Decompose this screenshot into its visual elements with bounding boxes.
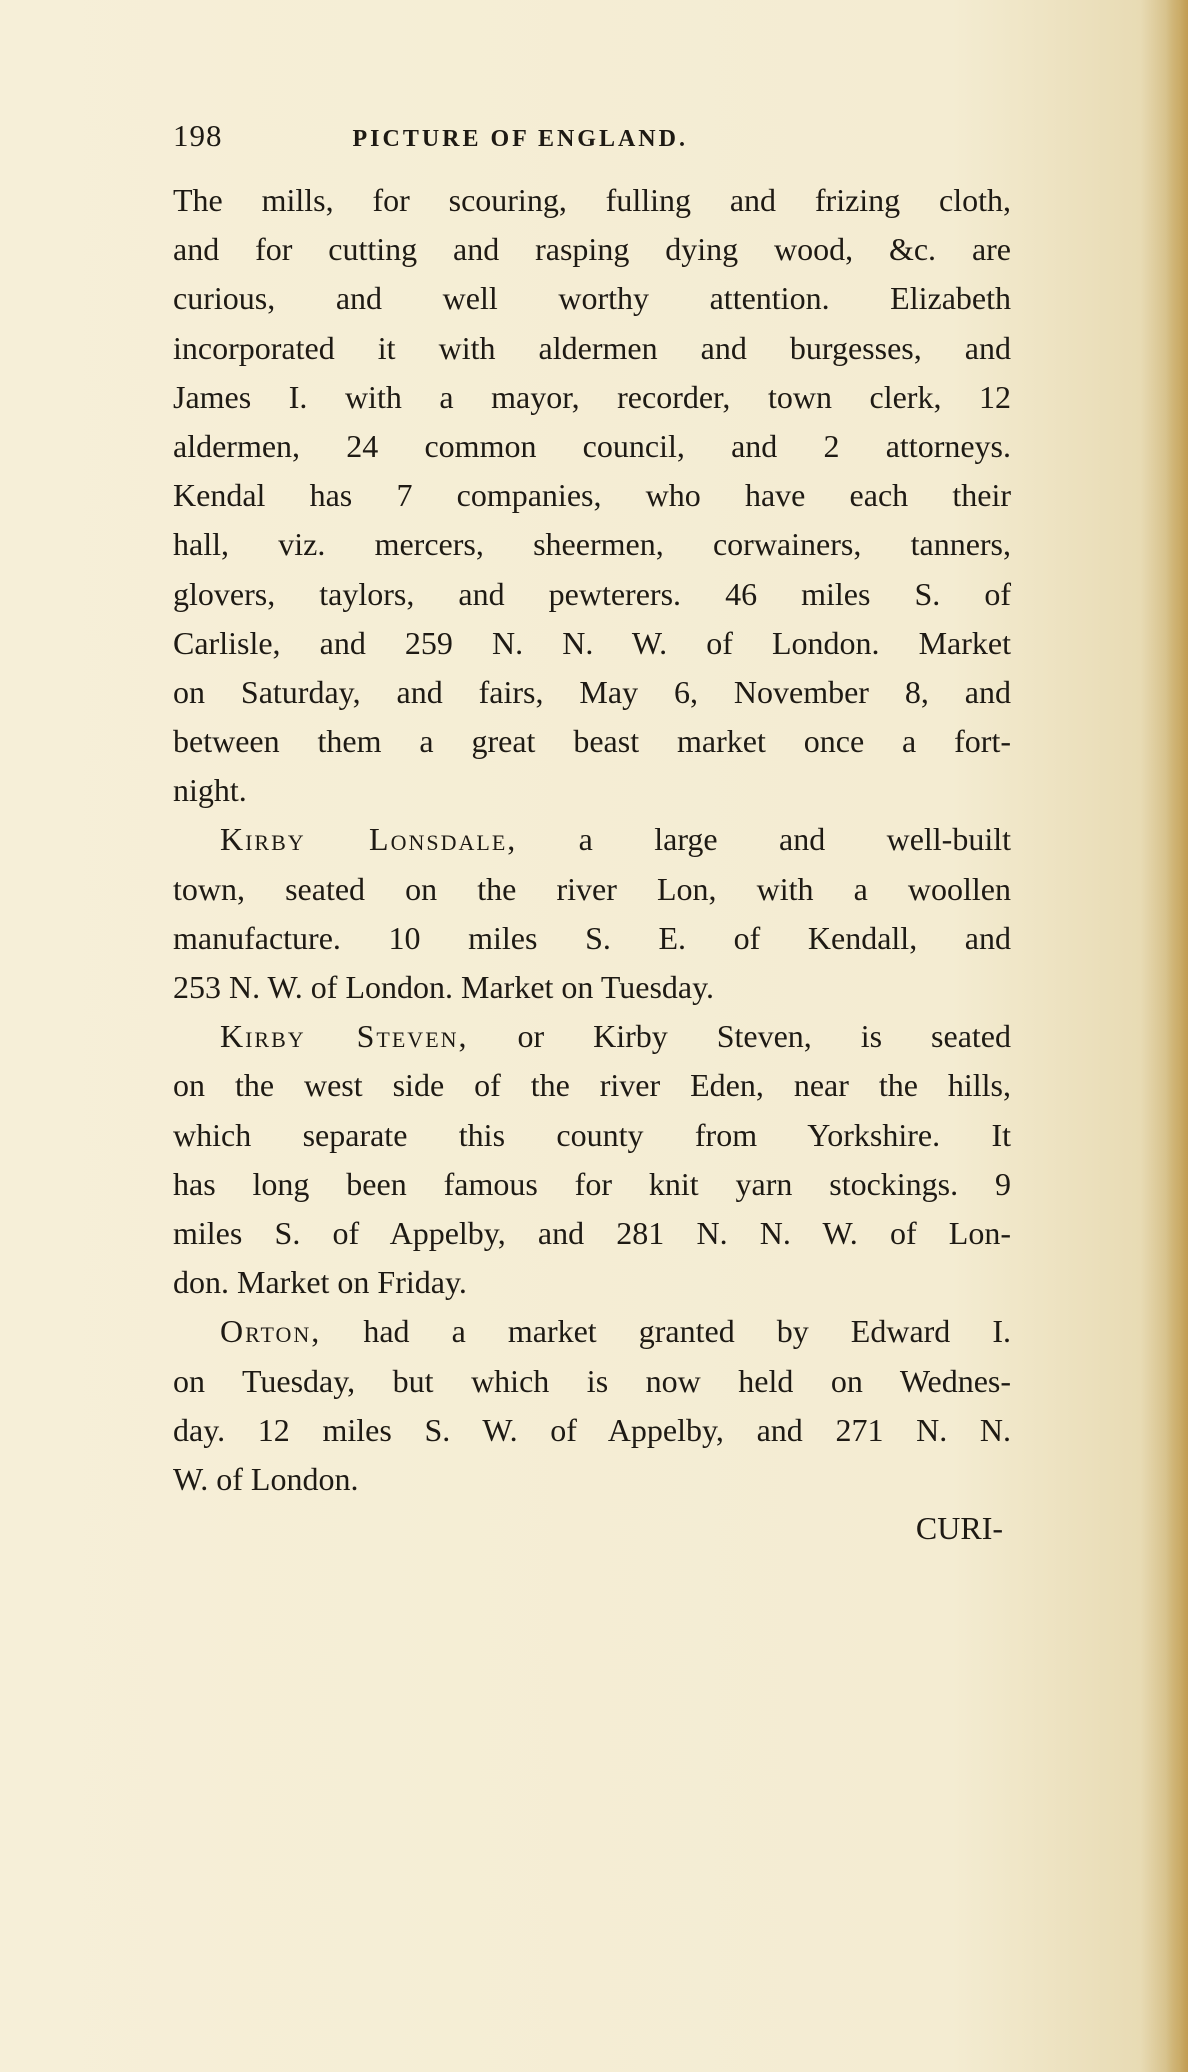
text-line: W. of London. xyxy=(173,1460,359,1497)
place-name: Orton, xyxy=(220,1313,322,1350)
text-line: 253 N. W. of London. Market on Tuesday. xyxy=(173,969,715,1005)
entry-kirby-steven xyxy=(173,1012,1011,1061)
page-number: 198 xyxy=(173,118,223,153)
catchword: CURI- xyxy=(915,1510,1003,1547)
text-line: don. Market on Friday. xyxy=(173,1264,467,1301)
text-line: curious, and well worthy attention. Elizabeth xyxy=(173,280,1011,317)
text-line: town, seated on the river Lon, with a woollen xyxy=(173,870,1011,907)
text-run: had a market granted by Edward I. xyxy=(363,1313,1012,1350)
entry-kirby-lonsdale xyxy=(173,815,1011,864)
text-line: which separate this county from Yorkshire. It xyxy=(173,1116,1011,1153)
text-line: and for cutting and rasping dying wood, &c. are xyxy=(173,231,1011,268)
text-run: a large and well-built xyxy=(578,821,1012,858)
text-line: Carlisle, and 259 N. N. W. of London. Market xyxy=(173,624,1011,661)
entry-orton xyxy=(173,1307,1011,1356)
text-line: incorporated it with aldermen and burgesses, and xyxy=(173,329,1011,366)
text-line: hall, viz. mercers, sheermen, corwainers, tanners, xyxy=(173,526,1011,563)
text-line: day. 12 miles S. W. of Appelby, and 271 N. N. xyxy=(173,1411,1011,1448)
text-line: glovers, taylors, and pewterers. 46 miles S. of xyxy=(173,575,1011,612)
text-line: night. xyxy=(173,772,247,809)
text-line: has long been famous for knit yarn stockings. 9 xyxy=(173,1165,1011,1202)
place-name: Kirby Lonsdale, xyxy=(220,821,518,858)
text-line: Kendal has 7 companies, who have each their xyxy=(173,477,1011,514)
running-head: PICTURE OF ENGLAND. xyxy=(352,126,688,152)
body-text xyxy=(173,176,1011,1553)
text-line: between them a great beast market once a fort- xyxy=(173,723,1011,760)
text-line: James I. with a mayor, recorder, town clerk, 12 xyxy=(173,378,1011,415)
text-line: aldermen, 24 common council, and 2 attorneys. xyxy=(173,427,1011,464)
text-line: on Tuesday, but which is now held on Wednes- xyxy=(173,1362,1011,1399)
text-line: on Saturday, and fairs, May 6, November 8, and xyxy=(173,673,1011,710)
text-line: manufacture. 10 miles S. E. of Kendall, and xyxy=(173,919,1011,956)
text-line: The mills, for scouring, fulling and frizing cloth, xyxy=(173,182,1011,218)
text-line: on the west side of the river Eden, near the hills, xyxy=(173,1067,1011,1104)
text-line: miles S. of Appelby, and 281 N. N. W. of Lon- xyxy=(173,1214,1011,1251)
place-name: Kirby Steven, xyxy=(220,1018,469,1055)
page-header xyxy=(173,118,873,158)
page-edge xyxy=(1166,0,1188,2072)
text-run: or Kirby Steven, is seated xyxy=(517,1018,1012,1055)
